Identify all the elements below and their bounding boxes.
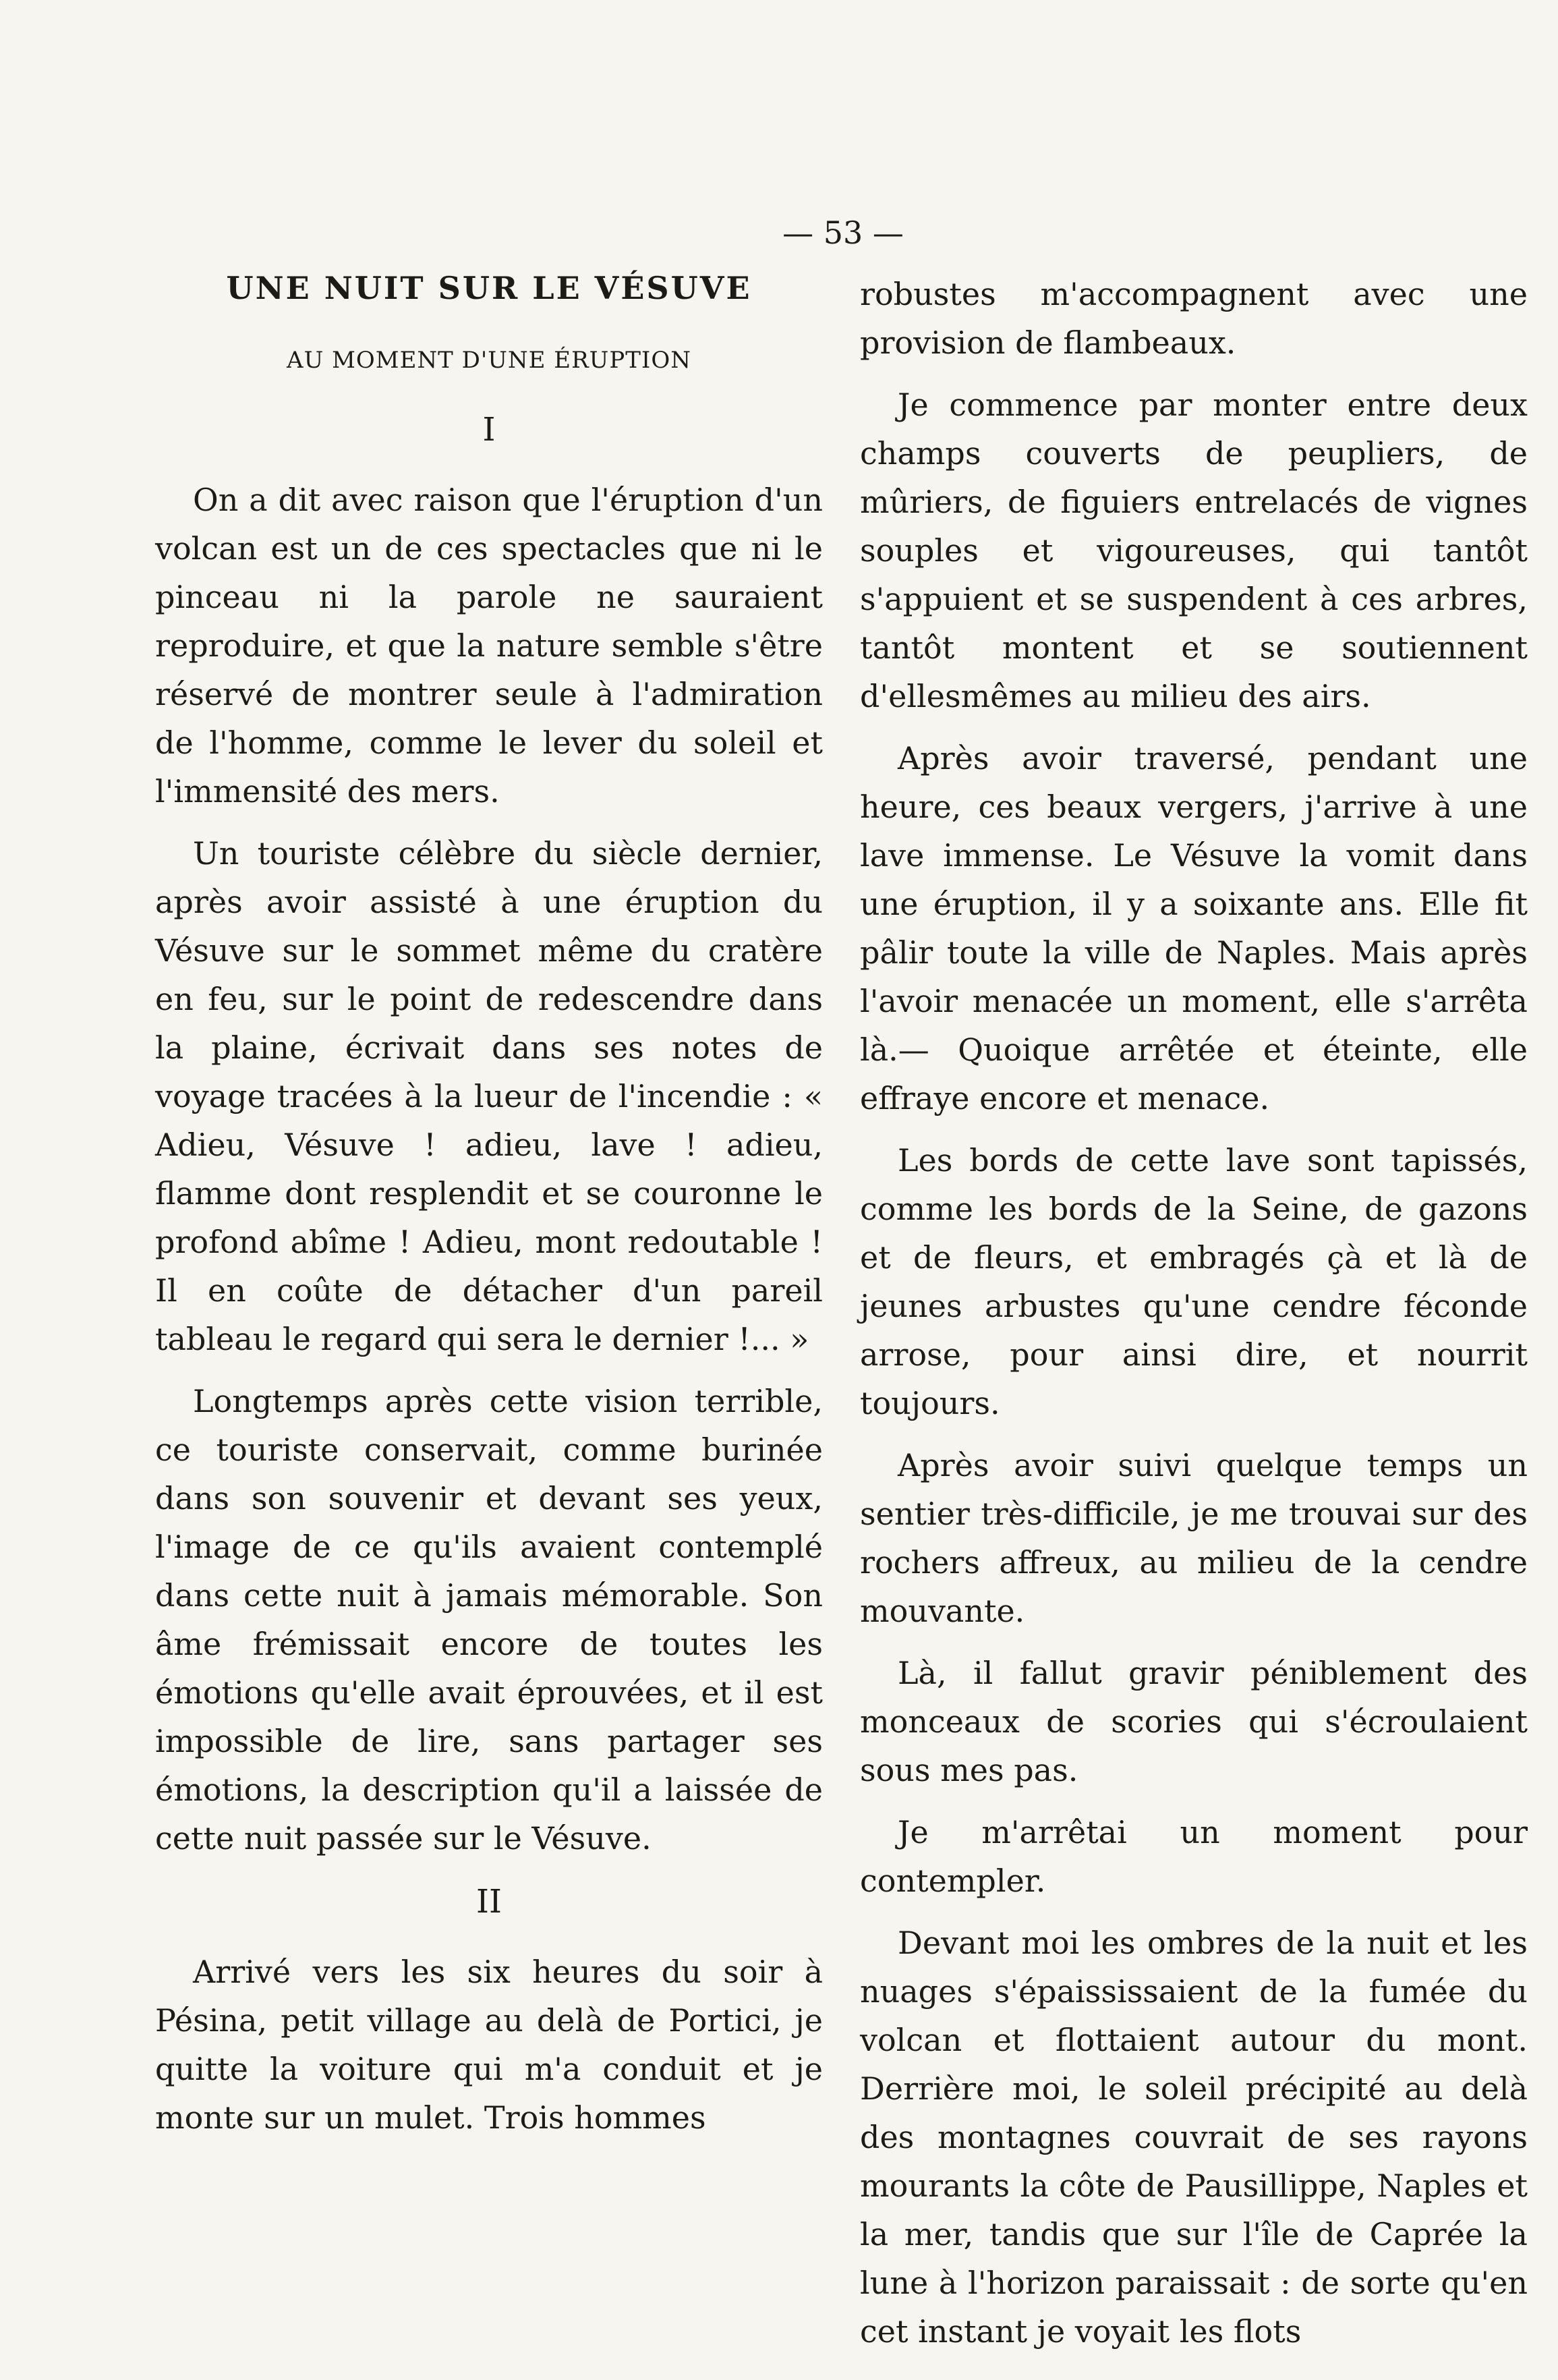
paragraph: Après avoir traversé, pendant une heure, ces beaux vergers, j'arrive à une lave immense. Le Vésuve la vomit dans une éruption, il y a soixante ans. Elle fit pâlir toute la ville de Naples. Mais après l'avoir menacée un moment, elle s'arrêta là.— Quoique arrêtée et éteinte, elle effraye encore et menace. [860, 740, 1528, 1116]
left-column [155, 270, 823, 2155]
paragraph: Longtemps après cette vision terrible, ce touriste conservait, comme burinée dans son souvenir et devant ses yeux, l'image de ce qu'ils avaient contemplé dans cette nuit à jamais mémorable. Son âme frémissait encore de toutes les émotions qu'elle avait éprouvées, et il est impossible de lire, sans partager ses émotions, la description qu'il a laissée de cette nuit passée sur le Vésuve. [155, 1383, 823, 1857]
paragraph: Devant moi les ombres de la nuit et les nuages s'épaississaient de la fumée du volcan et flottaient autour du mont. Derrière moi, le soleil précipité au delà des montagnes couvrait de ses rayons mourants la côte de Pausillippe, Naples et la mer, tandis que sur l'île de Caprée la lune à l'horizon paraissait : de sorte qu'en cet instant je voyait les flots [860, 1925, 1528, 2350]
right-column [860, 270, 1528, 2369]
section-heading-1: I [482, 411, 496, 449]
paragraph: Je m'arrêtai un moment pour contempler. [860, 1814, 1528, 1899]
paragraph: Les bords de cette lave sont tapissés, comme les bords de la Seine, de gazons et de fleurs, et embragés çà et là de jeunes arbustes qu'une cendre féconde arrose, pour ainsi dire, et nourrit toujours. [860, 1142, 1528, 1421]
page-number: — 53 — [782, 215, 904, 251]
chapter-subtitle: AU MOMENT D'UNE ÉRUPTION [287, 347, 691, 374]
section-heading-2: II [476, 1883, 502, 1921]
paragraph: Je commence par monter entre deux champs couverts de peupliers, de mûriers, de figuiers entrelacés de vignes souples et vigoureuses, qui tantôt s'appuient et se suspendent à ces arbres, tantôt montent et se soutiennent d'ellesmêmes au milieu des airs. [860, 387, 1528, 714]
paragraph: Un touriste célèbre du siècle dernier, après avoir assisté à une éruption du Vésuve sur le sommet même du cratère en feu, sur le point de redescendre dans la plaine, écrivait dans ses notes de voyage tracées à la lueur de l'incendie : « Adieu, Vésuve ! adieu, lave ! adieu, flamme dont resplendit et se couronne le profond abîme ! Adieu, mont redoutable ! Il en coûte de détacher d'un pareil tableau le regard qui sera le dernier !... » [155, 835, 823, 1357]
paragraph: Là, il fallut gravir péniblement des monceaux de scories qui s'écroulaient sous mes pas. [860, 1655, 1528, 1788]
chapter-title: UNE NUIT SUR LE VÉSUVE [226, 270, 752, 306]
paragraph-continued: robustes m'accompagnent avec une provision de flambeaux. [860, 276, 1528, 361]
paragraph: On a dit avec raison que l'éruption d'un volcan est un de ces spectacles que ni le pinceau ni la parole ne sauraient reproduire, et que la nature semble s'être réservé de montrer seule à l'admiration de l'homme, comme le lever du soleil et l'immensité des mers. [155, 482, 823, 810]
paragraph: Après avoir suivi quelque temps un sentier très-difficile, je me trouvai sur des rochers affreux, au milieu de la cendre mouvante. [860, 1447, 1528, 1629]
paragraph: Arrivé vers les six heures du soir à Pésina, petit village au delà de Portici, je quitte la voiture qui m'a conduit et je monte sur un mulet. Trois hommes [155, 1954, 823, 2136]
